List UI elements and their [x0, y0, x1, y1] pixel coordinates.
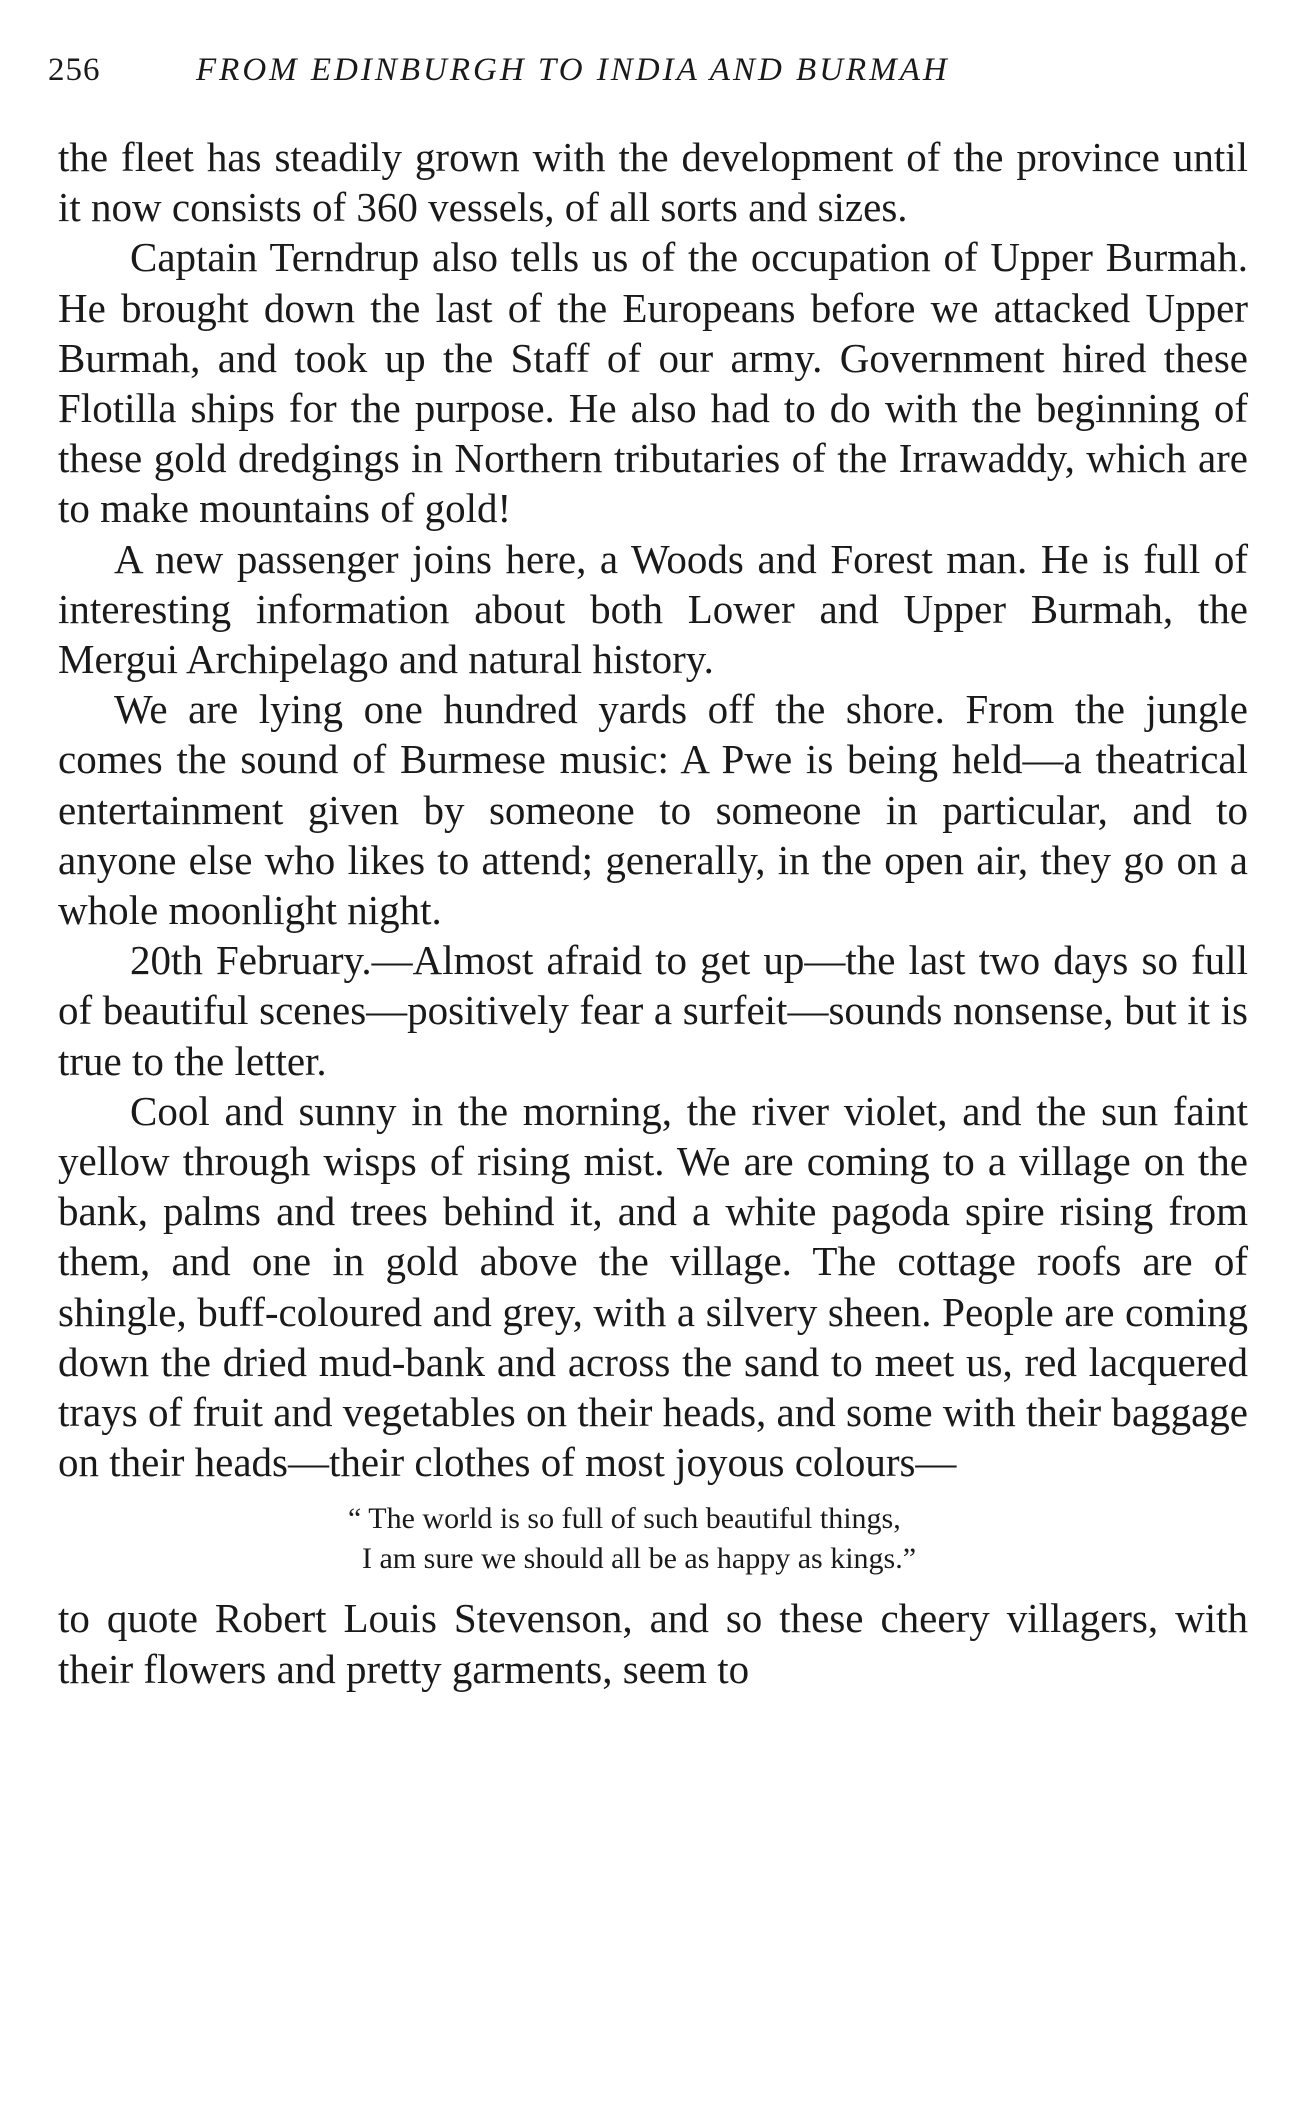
body-text [58, 132, 1248, 1694]
running-title: FROM EDINBURGH TO INDIA AND BURMAH [196, 52, 950, 88]
paragraph-20th-february: 20th February.—Almost afraid to get up—the last two days so full of beautiful scenes—positively fear a surfeit—sounds nonsense, but it is true to the letter. [58, 937, 1248, 1084]
page-header [48, 52, 1228, 102]
paragraph-cool-and-sunny: Cool and sunny in the morning, the river violet, and the sun faint yellow through wisps of rising mist. We are coming to a village on the bank, palms and trees behind it, and a white pagoda spire rising from them, and one in gold above the village. The cottage roofs are of shingle, buff-coloured and grey, with a silvery sheen. People are coming down the dried mud-bank and across the sand to meet us, red lacquered trays of fruit and vegetables on their heads, and some with their baggage on their heads—their clothes of most joyous colours— [58, 1087, 1248, 1486]
paragraph-fleet: the fleet has steadily grown with the development of the province until it now consists of 360 vessels, of all sorts and sizes. [58, 134, 1248, 231]
paragraph-pwe: We are lying one hundred yards off the shore. From the jungle comes the sound of Burmese music: A Pwe is being held—a theatrical entertainment given by someone to someone in particular, and to anyone else who likes to attend; generally, in the open air, they go on a whole moonlight night. [58, 686, 1248, 934]
paragraph-closing: to quote Robert Louis Stevenson, and so these cheery villagers, with their flowers and pretty garments, seem to [58, 1595, 1248, 1692]
paragraph-new-passenger: A new passenger joins here, a Woods and Forest man. He is full of interesting information about both Lower and Upper Burmah, the Mergui Archipelago and natural history. [58, 535, 1248, 683]
paragraph-captain-terndrup: Captain Terndrup also tells us of the occupation of Upper Burmah. He brought down the last of the Europeans before we attacked Upper Burmah, and took up the Staff of our army. Government hired these Flotilla ships for the purpose. He also had to do with the beginning of these gold dredgings in Northern tributaries of the Irrawaddy, which are to make mountains of gold! [58, 234, 1248, 532]
quote-line-1: “ The world is so full of such beautiful things, [348, 1502, 901, 1536]
page-number: 256 [48, 52, 101, 88]
quote-line-2: I am sure we should all be as happy as kings.” [362, 1542, 917, 1576]
stevenson-quote [58, 1499, 1248, 1579]
